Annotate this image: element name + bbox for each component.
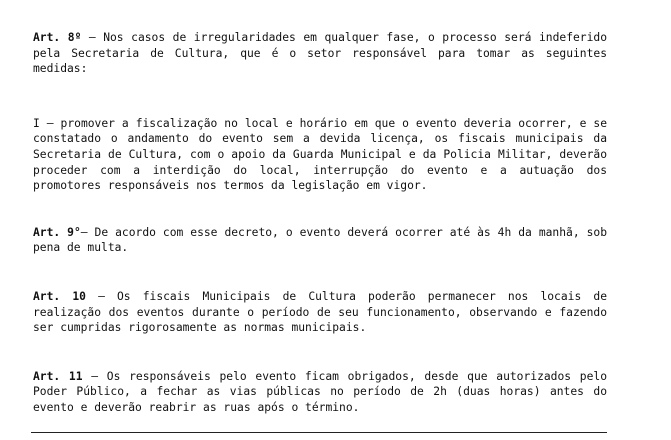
article-11-paragraph bbox=[33, 369, 607, 416]
bottom-rule bbox=[31, 432, 607, 433]
article-10-label: Art. 10 bbox=[33, 289, 86, 303]
article-10-text: – Os fiscais Municipais de Cultura poderão permanecer nos locais de realização dos eventos durante o período de seu funcionamento, observando e fazendo ser cumpridas rigorosamente as normas municipais. bbox=[33, 289, 607, 335]
item-i-text: I – promover a fiscalização no local e horário em que o evento deveria ocorrer, e se constatado o andamento do evento sem a devida licença, os fiscais municipais da Secretaria de Cultura, com o apoio da Guarda Municipal e da Policia Militar, deverão proceder com a interdição do local, interrupção do evento e a autuação dos promotores responsáveis nos termos da legislação em vigor. bbox=[33, 116, 607, 193]
article-8-label: Art. 8º bbox=[33, 31, 82, 44]
item-i-paragraph bbox=[33, 116, 607, 194]
article-8-text: – Nos casos de irregularidades em qualquer fase, o processo será indeferido pela Secretaria de Cultura, que é o setor responsável para tomar as seguintes medidas: bbox=[33, 31, 607, 76]
article-11-text: – Os responsáveis pelo evento ficam obrigados, desde que autorizados pelo Poder Público, a fechar as vias públicas no período de 2h (duas horas) antes do evento e deverão reabrir as ruas após o término. bbox=[33, 369, 608, 414]
article-9-label: Art. 9° bbox=[33, 225, 81, 239]
article-9-paragraph bbox=[33, 225, 607, 256]
article-8-paragraph bbox=[33, 30, 607, 77]
article-9-text: – De acordo com esse decreto, o evento deverá ocorrer até às 4h da manhã, sob pena de multa. bbox=[33, 225, 608, 255]
document-body bbox=[33, 30, 607, 416]
article-10-paragraph bbox=[33, 289, 607, 336]
article-11-label: Art. 11 bbox=[33, 369, 83, 383]
